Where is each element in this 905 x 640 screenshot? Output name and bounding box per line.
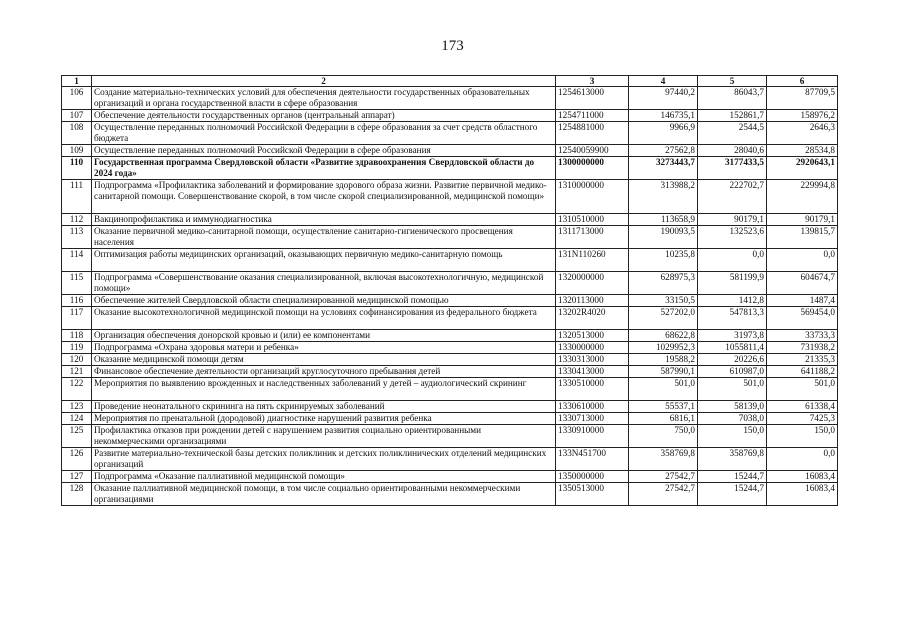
- row-name-cell: Осуществление переданных полномочий Российской Федерации в сфере образования за счет средств областного бюджета: [92, 122, 556, 145]
- row-code-cell: 1330413000: [556, 366, 629, 378]
- column-header: 3: [556, 76, 629, 87]
- row-value-2022-cell: 358769,8: [698, 448, 767, 471]
- table-row: [62, 249, 838, 272]
- row-name-cell: Мероприятия по пренатальной (дородовой) диагностике нарушений развития ребенка: [92, 413, 556, 425]
- row-name-cell: Проведение неонатального скрининга на пять скринируемых заболеваний: [92, 401, 556, 413]
- row-name-cell: Оказание паллиативной медицинской помощи, в том числе социально ориентированными некоммерческими организациями: [92, 483, 556, 506]
- row-value-2022-cell: 28040,6: [698, 145, 767, 157]
- row-value-2022-cell: 86043,7: [698, 87, 767, 110]
- row-value-2022-cell: 547813,3: [698, 307, 767, 330]
- row-number-cell: 113: [62, 226, 92, 249]
- row-value-2023-cell: 0,0: [767, 448, 838, 471]
- row-code-cell: 1330713000: [556, 413, 629, 425]
- row-number-cell: 121: [62, 366, 92, 378]
- row-value-2022-cell: 3177433,5: [698, 157, 767, 180]
- table-row: [62, 342, 838, 354]
- row-value-2023-cell: 87709,5: [767, 87, 838, 110]
- table-row: [62, 145, 838, 157]
- row-number-cell: 111: [62, 180, 92, 214]
- table-row: [62, 413, 838, 425]
- row-value-2021-cell: 750,0: [629, 425, 698, 448]
- row-code-cell: 1350000000: [556, 471, 629, 483]
- row-value-2021-cell: 527202,0: [629, 307, 698, 330]
- row-name-cell: Обеспечение жителей Свердловской области специализированной медицинской помощью: [92, 295, 556, 307]
- row-value-2021-cell: 628975,3: [629, 272, 698, 295]
- row-value-2022-cell: 610987,0: [698, 366, 767, 378]
- row-value-2023-cell: 731938,2: [767, 342, 838, 354]
- row-code-cell: 1310510000: [556, 214, 629, 226]
- table-row: [62, 295, 838, 307]
- row-value-2023-cell: 150,0: [767, 425, 838, 448]
- row-number-cell: 116: [62, 295, 92, 307]
- row-value-2021-cell: 313988,2: [629, 180, 698, 214]
- row-name-cell: Обеспечение деятельности государственных органов (центральный аппарат): [92, 110, 556, 122]
- row-value-2021-cell: 501,0: [629, 378, 698, 401]
- row-value-2022-cell: 1412,8: [698, 295, 767, 307]
- row-code-cell: 1330910000: [556, 425, 629, 448]
- page-number: 173: [441, 38, 464, 54]
- row-number-cell: 119: [62, 342, 92, 354]
- row-value-2023-cell: 1487,4: [767, 295, 838, 307]
- row-value-2023-cell: 569454,0: [767, 307, 838, 330]
- row-value-2022-cell: 222702,7: [698, 180, 767, 214]
- row-name-cell: Финансовое обеспечение деятельности организаций круглосуточного пребывания детей: [92, 366, 556, 378]
- table-row: [62, 401, 838, 413]
- row-code-cell: 1330000000: [556, 342, 629, 354]
- row-value-2023-cell: 61338,4: [767, 401, 838, 413]
- column-header: 6: [767, 76, 838, 87]
- row-value-2021-cell: 27542,7: [629, 483, 698, 506]
- row-value-2023-cell: 604674,7: [767, 272, 838, 295]
- row-number-cell: 123: [62, 401, 92, 413]
- table-row: [62, 330, 838, 342]
- row-value-2023-cell: 16083,4: [767, 483, 838, 506]
- row-name-cell: Подпрограмма «Совершенствование оказания специализированной, включая высокотехнологичную, медицинской помощи»: [92, 272, 556, 295]
- row-value-2022-cell: 15244,7: [698, 483, 767, 506]
- row-value-2021-cell: 6816,1: [629, 413, 698, 425]
- row-number-cell: 110: [62, 157, 92, 180]
- row-number-cell: 122: [62, 378, 92, 401]
- row-value-2023-cell: 229994,8: [767, 180, 838, 214]
- table-row: [62, 226, 838, 249]
- row-number-cell: 117: [62, 307, 92, 330]
- row-name-cell: Подпрограмма «Охрана здоровья матери и ребенка»: [92, 342, 556, 354]
- row-number-cell: 120: [62, 354, 92, 366]
- table-row: [62, 214, 838, 226]
- row-value-2021-cell: 27562,8: [629, 145, 698, 157]
- row-name-cell: Вакцинопрофилактика и иммунодиагностика: [92, 214, 556, 226]
- row-number-cell: 118: [62, 330, 92, 342]
- row-value-2023-cell: 28534,8: [767, 145, 838, 157]
- row-number-cell: 108: [62, 122, 92, 145]
- row-value-2023-cell: 21335,3: [767, 354, 838, 366]
- row-name-cell: Оптимизация работы медицинских организаций, оказывающих первичную медико-санитарную помощь: [92, 249, 556, 272]
- budget-table: [61, 75, 838, 506]
- row-value-2023-cell: 501,0: [767, 378, 838, 401]
- row-code-cell: 1254881000: [556, 122, 629, 145]
- row-code-cell: 1320000000: [556, 272, 629, 295]
- row-value-2022-cell: 0,0: [698, 249, 767, 272]
- row-name-cell: Подпрограмма «Оказание паллиативной медицинской помощи»: [92, 471, 556, 483]
- row-value-2021-cell: 190093,5: [629, 226, 698, 249]
- row-value-2021-cell: 3273443,7: [629, 157, 698, 180]
- table-row: [62, 471, 838, 483]
- row-value-2022-cell: 90179,1: [698, 214, 767, 226]
- table-row: [62, 122, 838, 145]
- row-number-cell: 114: [62, 249, 92, 272]
- row-value-2023-cell: 641188,2: [767, 366, 838, 378]
- row-number-cell: 128: [62, 483, 92, 506]
- row-code-cell: 1320113000: [556, 295, 629, 307]
- row-name-cell: Подпрограмма «Профилактика заболеваний и формирование здорового образа жизни. Развитие первичной медико-санитарной помощи. Совершенствование скорой, в том числе скорой специализированной, медицинской помощи»: [92, 180, 556, 214]
- row-value-2021-cell: 19588,2: [629, 354, 698, 366]
- row-value-2022-cell: 152861,7: [698, 110, 767, 122]
- row-value-2023-cell: 16083,4: [767, 471, 838, 483]
- row-name-cell: Профилактика отказов при рождении детей с нарушением развития социально ориентированными некоммерческими организациями: [92, 425, 556, 448]
- row-value-2022-cell: 132523,6: [698, 226, 767, 249]
- row-value-2022-cell: 7038,0: [698, 413, 767, 425]
- row-number-cell: 106: [62, 87, 92, 110]
- row-value-2022-cell: 20226,6: [698, 354, 767, 366]
- table-row: [62, 483, 838, 506]
- row-number-cell: 127: [62, 471, 92, 483]
- row-number-cell: 109: [62, 145, 92, 157]
- table-row: [62, 157, 838, 180]
- row-name-cell: Создание материально-технических условий для обеспечения деятельности государственных образовательных организаций и органа государственной власти в сфере образования: [92, 87, 556, 110]
- row-name-cell: Осуществление переданных полномочий Российской Федерации в сфере образования: [92, 145, 556, 157]
- row-code-cell: 1254613000: [556, 87, 629, 110]
- row-code-cell: 1310000000: [556, 180, 629, 214]
- row-value-2023-cell: 0,0: [767, 249, 838, 272]
- row-number-cell: 115: [62, 272, 92, 295]
- row-value-2021-cell: 33150,5: [629, 295, 698, 307]
- row-value-2022-cell: 1055811,4: [698, 342, 767, 354]
- row-name-cell: Государственная программа Свердловской области «Развитие здравоохранения Свердловской области до 2024 года»: [92, 157, 556, 180]
- row-value-2021-cell: 1029952,3: [629, 342, 698, 354]
- row-value-2023-cell: 158976,2: [767, 110, 838, 122]
- row-value-2022-cell: 2544,5: [698, 122, 767, 145]
- row-value-2021-cell: 146735,1: [629, 110, 698, 122]
- row-value-2023-cell: 2646,3: [767, 122, 838, 145]
- column-header: 5: [698, 76, 767, 87]
- table-row: [62, 425, 838, 448]
- row-number-cell: 126: [62, 448, 92, 471]
- table-row: [62, 378, 838, 401]
- row-value-2023-cell: 139815,7: [767, 226, 838, 249]
- row-number-cell: 107: [62, 110, 92, 122]
- row-value-2021-cell: 10235,8: [629, 249, 698, 272]
- row-value-2021-cell: 97440,2: [629, 87, 698, 110]
- row-code-cell: 13202R4020: [556, 307, 629, 330]
- row-name-cell: Развитие материально-технической базы детских поликлиник и детских поликлинических отделений медицинских организаций: [92, 448, 556, 471]
- row-number-cell: 112: [62, 214, 92, 226]
- row-value-2023-cell: 7425,3: [767, 413, 838, 425]
- row-value-2023-cell: 33733,3: [767, 330, 838, 342]
- table-row: [62, 180, 838, 214]
- row-value-2022-cell: 581199,9: [698, 272, 767, 295]
- row-code-cell: 131N110260: [556, 249, 629, 272]
- row-number-cell: 124: [62, 413, 92, 425]
- row-code-cell: 1254711000: [556, 110, 629, 122]
- table-row: [62, 110, 838, 122]
- row-name-cell: Мероприятия по выявлению врожденных и наследственных заболеваний у детей – аудиологический скрининг: [92, 378, 556, 401]
- table-row: [62, 272, 838, 295]
- row-name-cell: Организация обеспечения донорской кровью и (или) ее компонентами: [92, 330, 556, 342]
- row-name-cell: Оказание высокотехнологичной медицинской помощи на условиях софинансирования из федерального бюджета: [92, 307, 556, 330]
- column-header: 4: [629, 76, 698, 87]
- table-row: [62, 354, 838, 366]
- row-value-2022-cell: 15244,7: [698, 471, 767, 483]
- row-value-2021-cell: 9966,9: [629, 122, 698, 145]
- column-header: 1: [62, 76, 92, 87]
- row-value-2021-cell: 358769,8: [629, 448, 698, 471]
- row-name-cell: Оказание медицинской помощи детям: [92, 354, 556, 366]
- row-value-2022-cell: 501,0: [698, 378, 767, 401]
- row-value-2021-cell: 68622,8: [629, 330, 698, 342]
- table-row: [62, 448, 838, 471]
- table-row: [62, 87, 838, 110]
- row-code-cell: 1330313000: [556, 354, 629, 366]
- row-value-2023-cell: 2920643,1: [767, 157, 838, 180]
- table-header-row: [62, 76, 838, 87]
- row-code-cell: 1311713000: [556, 226, 629, 249]
- table-body: [62, 87, 838, 506]
- column-header: 2: [92, 76, 556, 87]
- row-name-cell: Оказание первичной медико-санитарной помощи, осуществление санитарно-гигиенического просвещения населения: [92, 226, 556, 249]
- row-value-2021-cell: 587990,1: [629, 366, 698, 378]
- row-code-cell: 12540059900: [556, 145, 629, 157]
- row-number-cell: 125: [62, 425, 92, 448]
- row-code-cell: 1330510000: [556, 378, 629, 401]
- row-code-cell: 1300000000: [556, 157, 629, 180]
- row-code-cell: 1320513000: [556, 330, 629, 342]
- row-value-2021-cell: 55537,1: [629, 401, 698, 413]
- table-row: [62, 366, 838, 378]
- row-value-2023-cell: 90179,1: [767, 214, 838, 226]
- row-code-cell: 1330610000: [556, 401, 629, 413]
- table-row: [62, 307, 838, 330]
- row-value-2021-cell: 113658,9: [629, 214, 698, 226]
- row-value-2022-cell: 58139,0: [698, 401, 767, 413]
- row-value-2022-cell: 150,0: [698, 425, 767, 448]
- row-value-2021-cell: 27542,7: [629, 471, 698, 483]
- row-code-cell: 133N451700: [556, 448, 629, 471]
- row-value-2022-cell: 31973,8: [698, 330, 767, 342]
- row-code-cell: 1350513000: [556, 483, 629, 506]
